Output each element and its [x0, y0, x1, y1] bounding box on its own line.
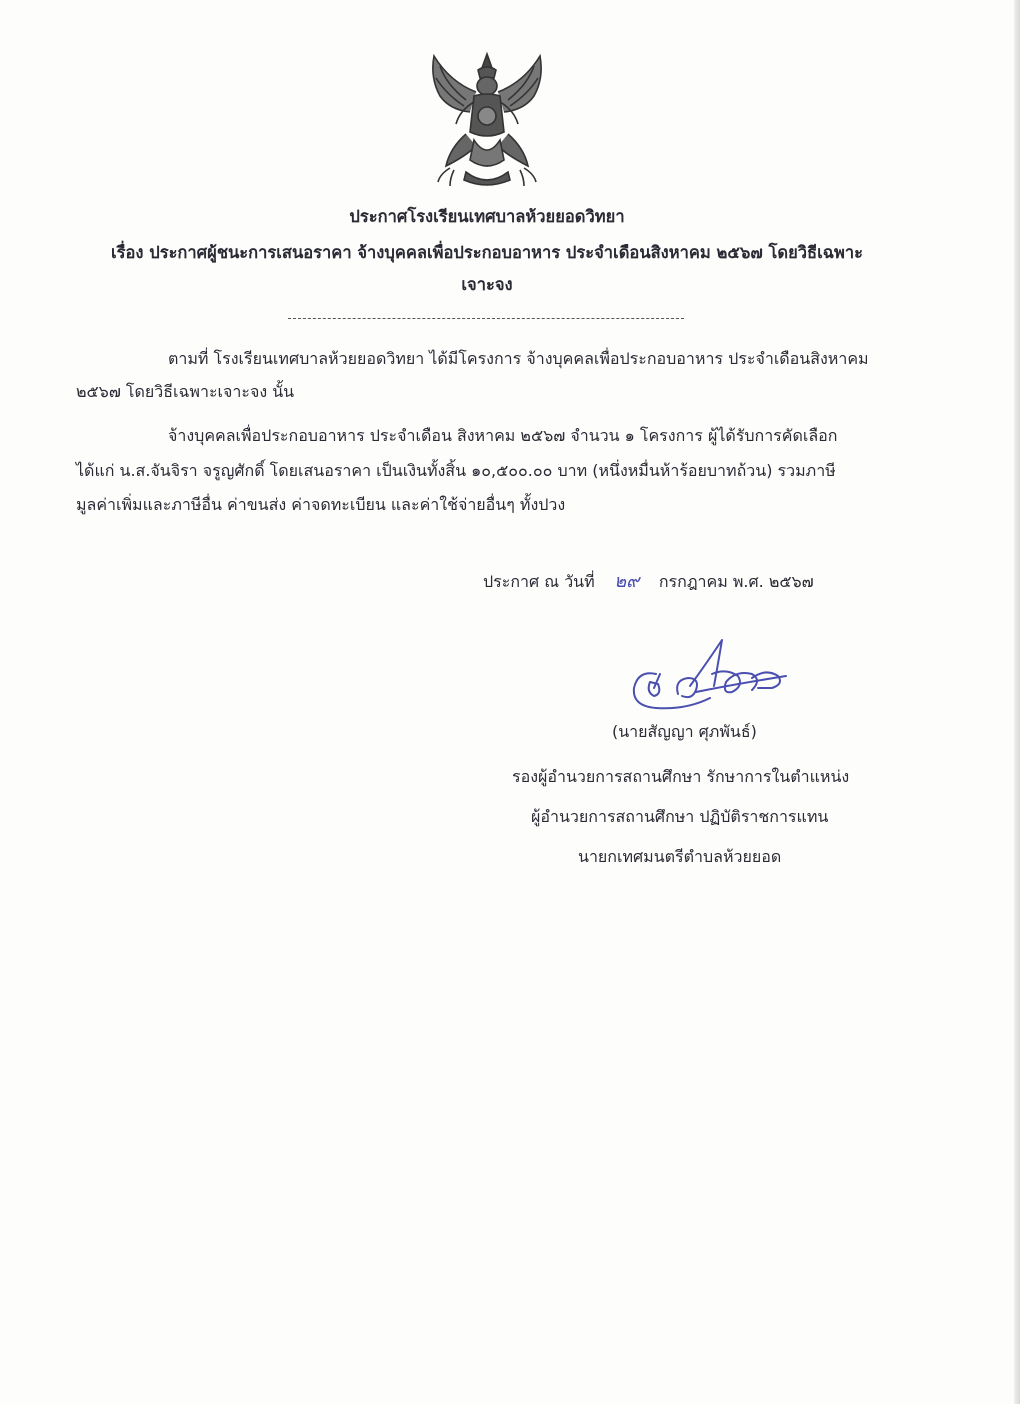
- paragraph-1-line-2: ๒๕๖๗ โดยวิธีเฉพาะเจาะจง นั้น: [76, 382, 295, 401]
- subject-line-1: เรื่อง ประกาศผู้ชนะการเสนอราคา จ้างบุคคลเพื่อประกอบอาหาร ประจำเดือนสิงหาคม ๒๕๖๗ โดยวิธีเฉพาะ: [111, 243, 863, 262]
- paragraph-2-line-3: มูลค่าเพิ่มและภาษีอื่น ค่าขนส่ง ค่าจดทะเบียน และค่าใช้จ่ายอื่นๆ ทั้งปวง: [76, 495, 566, 514]
- page-edge: [1014, 0, 1020, 1404]
- garuda-emblem-icon: [420, 48, 554, 190]
- subject-line-2: เจาะจง: [461, 275, 513, 294]
- date-month-year: กรกฎาคม พ.ศ. ๒๕๖๗: [658, 572, 814, 591]
- announcement-date: [483, 566, 814, 595]
- paragraph-2-line-1: จ้างบุคคลเพื่อประกอบอาหาร ประจำเดือน สิงหาคม ๒๕๖๗ จำนวน ๑ โครงการ ผู้ได้รับการคัดเลือก: [168, 426, 838, 445]
- signatory-position-1: รองผู้อำนวยการสถานศึกษา รักษาการในตำแหน่ง: [512, 767, 850, 786]
- announcement-title: ประกาศโรงเรียนเทศบาลห้วยยอดวิทยา: [349, 207, 625, 226]
- signatory-position-2: ผู้อำนวยการสถานศึกษา ปฏิบัติราชการแทน: [531, 807, 829, 826]
- handwritten-day: ๒๙: [614, 571, 640, 592]
- paragraph-2-line-2: ได้แก่ น.ส.จันจิรา จรูญศักดิ์ โดยเสนอราคา เป็นเงินทั้งสิ้น ๑๐,๕๐๐.๐๐ บาท (หนึ่งหมื่นห้าร้อยบาทถ้วน) รวมภาษี: [76, 461, 836, 480]
- signatory-name: (นายสัญญา ศุภพันธ์): [612, 722, 757, 741]
- paragraph-1-line-1: ตามที่ โรงเรียนเทศบาลห้วยยอดวิทยา ได้มีโครงการ จ้างบุคคลเพื่อประกอบอาหาร ประจำเดือนสิงหาคม: [168, 349, 869, 368]
- signature-icon: [626, 634, 796, 718]
- date-prefix: ประกาศ ณ วันที่: [483, 572, 595, 591]
- dashed-divider: [288, 318, 684, 319]
- signatory-position-3: นายกเทศมนตรีตำบลห้วยยอด: [578, 847, 782, 866]
